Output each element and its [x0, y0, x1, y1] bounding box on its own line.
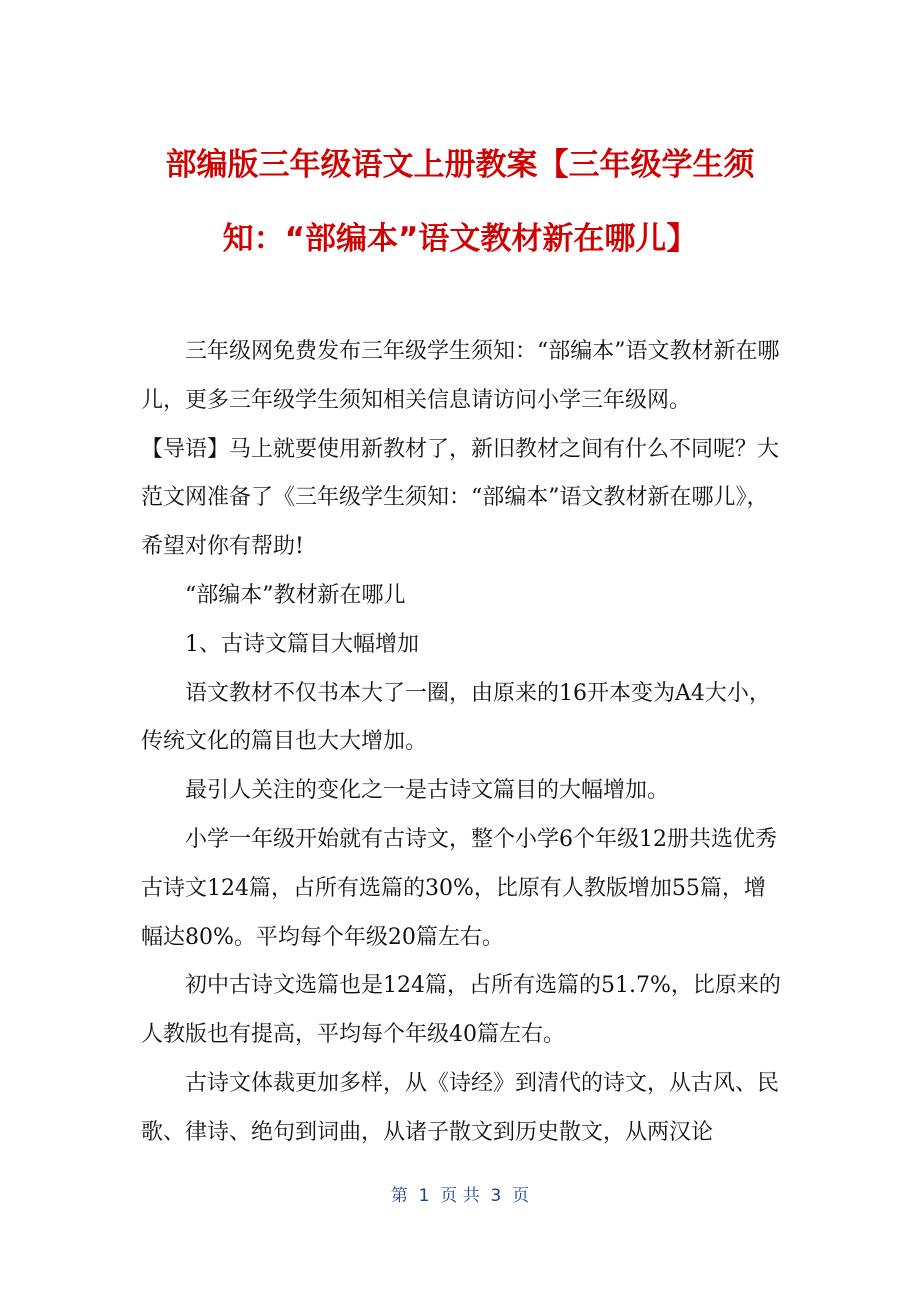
- paragraph: 最引人关注的变化之一是古诗文篇目的大幅增加。: [185, 778, 670, 804]
- paragraph: 初中古诗文选篇也是124篇，占所有选篇的51.7%，比原来的人教版也有提高，平均每个年级40篇左右。: [141, 973, 781, 1048]
- title-line-1: 部编版三年级语文上册教案【三年级学生须: [165, 147, 755, 183]
- paragraph: 【导语】马上就要使用新教材了，新旧教材之间有什么不同呢？大范文网准备了《三年级学生须知：“部编本”语文教材新在哪儿》，希望对你有帮助!: [141, 436, 780, 560]
- paragraph: 语文教材不仅书本大了一圈，由原来的16开本变为A4大小，传统文化的篇目也大大增加。: [141, 680, 771, 755]
- paragraph-section-heading: 1、古诗文篇目大幅增加: [185, 631, 419, 657]
- paragraph-subheading: “部编本”教材新在哪儿: [185, 582, 406, 608]
- paragraph: 三年级网免费发布三年级学生须知：“部编本”语文教材新在哪儿，更多三年级学生须知相关信息请访问小学三年级网。: [141, 339, 780, 413]
- paragraph: 小学一年级开始就有古诗文，整个小学6个年级12册共选优秀古诗文124篇，占所有选篇的30%，比原有人教版增加55篇，增幅达80%。平均每个年级20篇左右。: [141, 826, 777, 950]
- paragraph: 古诗文体裁更加多样，从《诗经》到清代的诗文，从古风、民歌、律诗、绝句到词曲，从诸子散文到历史散文，从两汉论: [141, 1070, 780, 1145]
- title-line-2: 知：“部编本”语文教材新在哪儿】: [222, 221, 698, 257]
- page-number-footer: 第 1 页 共 3 页: [390, 1186, 530, 1206]
- document-body: [141, 328, 781, 1158]
